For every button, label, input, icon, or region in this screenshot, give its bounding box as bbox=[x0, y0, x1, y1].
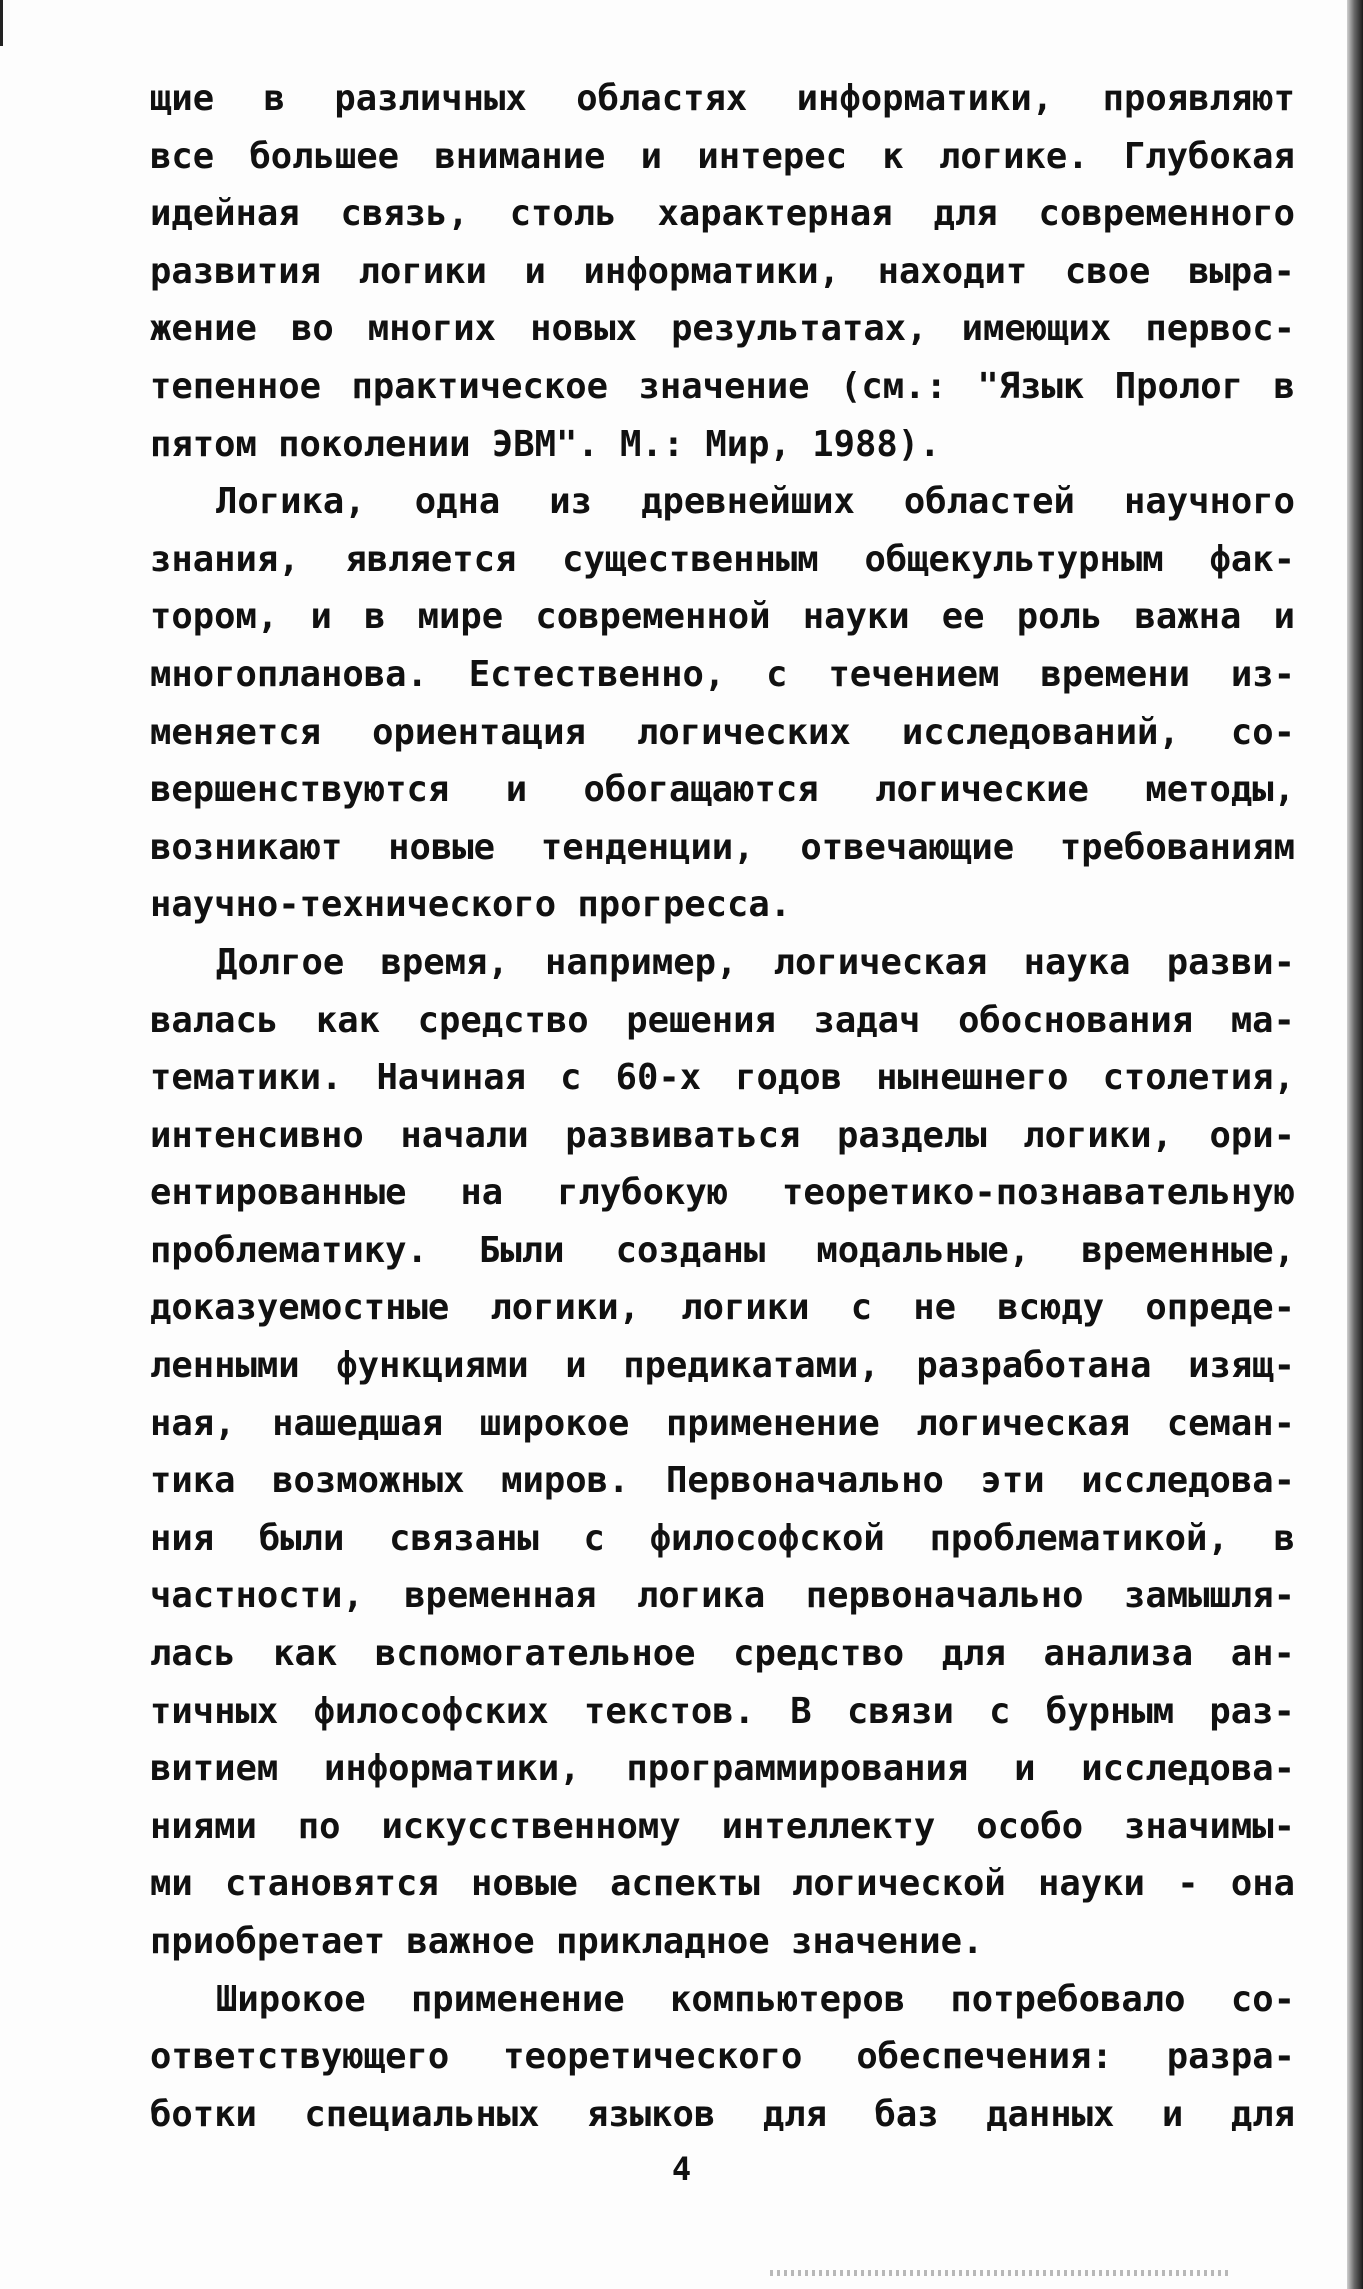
text-line: ная, нашедшая широкое применение логическая семан- bbox=[150, 1402, 1295, 1444]
text-line: тика возможных миров. Первоначально эти исследова- bbox=[150, 1460, 1295, 1502]
scan-binding-edge bbox=[1347, 0, 1363, 2289]
text-line: ния были связаны с философской проблематикой, в bbox=[150, 1517, 1295, 1559]
text-line: меняется ориентация логических исследований, со- bbox=[150, 711, 1295, 753]
text-line: жение во многих новых результатах, имеющих первос- bbox=[150, 308, 1295, 350]
text-line: идейная связь, столь характерная для современного bbox=[150, 193, 1295, 235]
text-line: лась как вспомогательное средство для анализа ан- bbox=[150, 1633, 1295, 1675]
text-line: научно-технического прогресса. bbox=[150, 884, 792, 926]
text-line: многопланова. Естественно, с течением времени из- bbox=[150, 653, 1295, 695]
text-line: ботки специальных языков для баз данных и для bbox=[150, 2093, 1295, 2135]
page-number: 4 bbox=[671, 2150, 692, 2188]
body-text bbox=[150, 70, 1295, 2143]
text-line: приобретает важное прикладное значение. bbox=[150, 1921, 984, 1962]
text-line: валась как средство решения задач обоснования ма- bbox=[150, 999, 1295, 1041]
text-line: Широкое применение компьютеров потребовало со- bbox=[216, 1978, 1295, 2020]
text-line: возникают новые тенденции, отвечающие требованиям bbox=[150, 826, 1295, 868]
text-line: ентированные на глубокую теоретико-познавательную bbox=[150, 1172, 1295, 1214]
text-line: проблематику. Были созданы модальные, временные, bbox=[150, 1229, 1295, 1271]
text-line: тором, и в мире современной науки ее роль важна и bbox=[150, 596, 1295, 638]
text-line: интенсивно начали развиваться разделы логики, ори- bbox=[150, 1114, 1295, 1156]
text-line: частности, временная логика первоначально замышля- bbox=[150, 1575, 1295, 1617]
text-line: все большее внимание и интерес к логике. Глубокая bbox=[150, 135, 1295, 177]
text-line: пятом поколении ЭВМ". М.: Мир, 1988). bbox=[150, 423, 941, 465]
text-line: Долгое время, например, логическая наука разви- bbox=[216, 941, 1295, 983]
text-line: доказуемостные логики, логики с не всюду опреде- bbox=[150, 1287, 1295, 1329]
text-line: ответствующего теоретического обеспечения: разра- bbox=[150, 2036, 1295, 2078]
scan-smudge bbox=[770, 2270, 1230, 2276]
text-line: тематики. Начиная с 60-х годов нынешнего столетия, bbox=[150, 1057, 1295, 1099]
text-line: тичных философских текстов. В связи с бурным раз- bbox=[150, 1690, 1295, 1732]
text-line: ленными функциями и предикатами, разработана изящ- bbox=[150, 1345, 1295, 1387]
text-line: ми становятся новые аспекты логической науки - она bbox=[150, 1863, 1295, 1905]
text-line: тепенное практическое значение (см.: "Язык Пролог в bbox=[150, 365, 1295, 407]
scan-edge-mark bbox=[0, 0, 3, 46]
text-line: Логика, одна из древнейших областей научного bbox=[216, 481, 1295, 523]
text-line: знания, является существенным общекультурным фак- bbox=[150, 538, 1295, 580]
text-line: ниями по искусственному интеллекту особо значимы- bbox=[150, 1805, 1295, 1847]
text-line: вершенствуются и обогащаются логические методы, bbox=[150, 769, 1295, 811]
text-line: развития логики и информатики, находит свое выра- bbox=[150, 250, 1295, 292]
text-line: щие в различных областях информатики, проявляют bbox=[150, 78, 1295, 119]
text-line: витием информатики, программирования и исследова- bbox=[150, 1748, 1295, 1790]
